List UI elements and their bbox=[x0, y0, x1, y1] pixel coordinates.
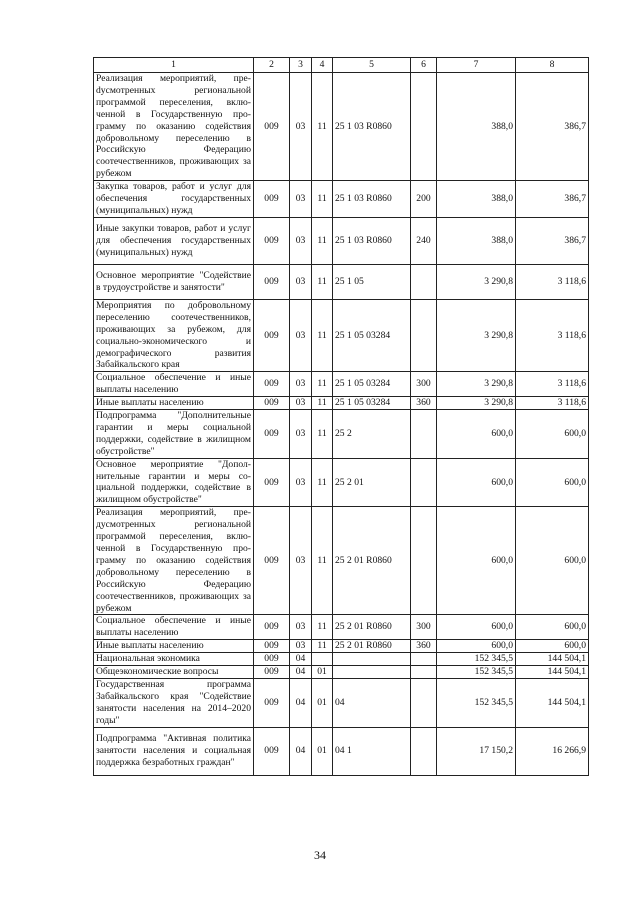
grbs-code-cell: 009 bbox=[254, 264, 290, 299]
grbs-code-cell: 009 bbox=[254, 372, 290, 397]
row-name-cell: Основное мероприятие "Дополнительные гарантии и меры социальной поддержки, содействие в жилищном обустройстве" bbox=[94, 458, 254, 507]
target-article-cell: 04 bbox=[333, 678, 411, 727]
grbs-code-cell: 009 bbox=[254, 653, 290, 666]
grbs-code-cell: 009 bbox=[254, 217, 290, 264]
expense-type-cell bbox=[411, 458, 437, 507]
expense-type-cell: 360 bbox=[411, 397, 437, 410]
executed-amount-cell: 16 266,9 bbox=[516, 727, 589, 775]
section-code-cell: 03 bbox=[290, 640, 312, 653]
document-page bbox=[93, 57, 588, 776]
row-name-cell: Реализация мероприятий, предусмотренных региональной программой переселения, включенной в Государственную программу по оказанию содействия добровольному переселению в Российскую Федерацию соотечественников, проживающих за рубежом bbox=[94, 507, 254, 615]
row-name-cell: Социальное обеспечение и иные выплаты населению bbox=[94, 615, 254, 640]
target-article-cell: 25 1 03 R0860 bbox=[333, 73, 411, 181]
grbs-code-cell: 009 bbox=[254, 458, 290, 507]
page-number: 34 bbox=[314, 848, 326, 862]
grbs-code-cell: 009 bbox=[254, 507, 290, 615]
executed-amount-cell: 600,0 bbox=[516, 458, 589, 507]
row-name-cell: Социальное обеспечение и иные выплаты населению bbox=[94, 372, 254, 397]
approved-amount-cell: 152 345,5 bbox=[437, 653, 516, 666]
row-name-cell: Мероприятия по добровольному переселению соотечественников, проживающих за рубежом, для социально-экономического и демографического развития Забайкальского края bbox=[94, 299, 254, 371]
subsection-code-cell: 11 bbox=[312, 181, 333, 218]
row-name-cell: Иные выплаты населению bbox=[94, 397, 254, 410]
expense-type-cell bbox=[411, 507, 437, 615]
grbs-code-cell: 009 bbox=[254, 678, 290, 727]
section-code-cell: 03 bbox=[290, 73, 312, 181]
subsection-code-cell: 11 bbox=[312, 73, 333, 181]
section-code-cell: 03 bbox=[290, 217, 312, 264]
subsection-code-cell: 11 bbox=[312, 615, 333, 640]
subsection-code-cell: 11 bbox=[312, 372, 333, 397]
row-name-cell: Иные выплаты населению bbox=[94, 640, 254, 653]
approved-amount-cell: 600,0 bbox=[437, 615, 516, 640]
row-name-cell: Национальная экономика bbox=[94, 653, 254, 666]
expense-type-cell bbox=[411, 653, 437, 666]
row-name-cell: Основное мероприятие "Содействие в трудоустройстве и занятости" bbox=[94, 264, 254, 299]
approved-amount-cell: 3 290,8 bbox=[437, 397, 516, 410]
row-name-cell: Государственная программа Забайкальского края "Содействие занятости населения на 2014–2020 годы" bbox=[94, 678, 254, 727]
executed-amount-cell: 144 504,1 bbox=[516, 678, 589, 727]
grbs-code-cell: 009 bbox=[254, 299, 290, 371]
executed-amount-cell: 144 504,1 bbox=[516, 666, 589, 679]
target-article-cell: 25 2 01 R0860 bbox=[333, 615, 411, 640]
subsection-code-cell: 11 bbox=[312, 640, 333, 653]
expense-type-cell bbox=[411, 678, 437, 727]
table-row bbox=[94, 666, 589, 679]
executed-amount-cell: 386,7 bbox=[516, 217, 589, 264]
section-code-cell: 04 bbox=[290, 727, 312, 775]
expense-type-cell: 240 bbox=[411, 217, 437, 264]
expense-type-cell bbox=[411, 727, 437, 775]
executed-amount-cell: 386,7 bbox=[516, 73, 589, 181]
grbs-code-cell: 009 bbox=[254, 73, 290, 181]
executed-amount-cell: 144 504,1 bbox=[516, 653, 589, 666]
subsection-code-cell: 11 bbox=[312, 458, 333, 507]
target-article-cell: 25 2 01 bbox=[333, 458, 411, 507]
subsection-code-cell: 11 bbox=[312, 264, 333, 299]
table-row bbox=[94, 615, 589, 640]
header-cell: 7 bbox=[437, 58, 516, 73]
executed-amount-cell: 386,7 bbox=[516, 181, 589, 218]
executed-amount-cell: 3 118,6 bbox=[516, 372, 589, 397]
row-name-cell: Реализация мероприятий, преdусмотренных региональной программой переселения, включенной в Государственную программу по оказанию содействия добровольному переселению в Российскую Федерацию соотечественников, проживающих за рубежом bbox=[94, 73, 254, 181]
approved-amount-cell: 3 290,8 bbox=[437, 299, 516, 371]
target-article-cell: 25 2 bbox=[333, 410, 411, 459]
executed-amount-cell: 600,0 bbox=[516, 507, 589, 615]
row-name-cell: Иные закупки товаров, работ и услуг для обеспечения государственных (муниципальных) нужд bbox=[94, 217, 254, 264]
header-cell: 1 bbox=[94, 58, 254, 73]
table-row bbox=[94, 727, 589, 775]
section-code-cell: 03 bbox=[290, 615, 312, 640]
section-code-cell: 03 bbox=[290, 181, 312, 218]
table-row bbox=[94, 264, 589, 299]
subsection-code-cell: 01 bbox=[312, 666, 333, 679]
table-row bbox=[94, 458, 589, 507]
executed-amount-cell: 600,0 bbox=[516, 410, 589, 459]
executed-amount-cell: 600,0 bbox=[516, 615, 589, 640]
executed-amount-cell: 600,0 bbox=[516, 640, 589, 653]
header-cell: 3 bbox=[290, 58, 312, 73]
subsection-code-cell: 11 bbox=[312, 217, 333, 264]
approved-amount-cell: 388,0 bbox=[437, 217, 516, 264]
table-row bbox=[94, 640, 589, 653]
table-row bbox=[94, 410, 589, 459]
target-article-cell: 25 1 05 03284 bbox=[333, 372, 411, 397]
budget-table bbox=[93, 57, 589, 776]
header-cell: 4 bbox=[312, 58, 333, 73]
expense-type-cell: 200 bbox=[411, 181, 437, 218]
subsection-code-cell: 11 bbox=[312, 299, 333, 371]
grbs-code-cell: 009 bbox=[254, 666, 290, 679]
table-row bbox=[94, 181, 589, 218]
expense-type-cell bbox=[411, 264, 437, 299]
grbs-code-cell: 009 bbox=[254, 615, 290, 640]
subsection-code-cell bbox=[312, 653, 333, 666]
section-code-cell: 03 bbox=[290, 372, 312, 397]
approved-amount-cell: 3 290,8 bbox=[437, 372, 516, 397]
approved-amount-cell: 152 345,5 bbox=[437, 666, 516, 679]
executed-amount-cell: 3 118,6 bbox=[516, 397, 589, 410]
table-body bbox=[94, 73, 589, 776]
row-name-cell: Общеэкономические вопросы bbox=[94, 666, 254, 679]
subsection-code-cell: 11 bbox=[312, 410, 333, 459]
grbs-code-cell: 009 bbox=[254, 727, 290, 775]
subsection-code-cell: 11 bbox=[312, 397, 333, 410]
subsection-code-cell: 01 bbox=[312, 727, 333, 775]
target-article-cell: 25 1 03 R0860 bbox=[333, 217, 411, 264]
approved-amount-cell: 388,0 bbox=[437, 181, 516, 218]
grbs-code-cell: 009 bbox=[254, 640, 290, 653]
section-code-cell: 03 bbox=[290, 410, 312, 459]
subsection-code-cell: 01 bbox=[312, 678, 333, 727]
approved-amount-cell: 600,0 bbox=[437, 640, 516, 653]
table-row bbox=[94, 299, 589, 371]
expense-type-cell bbox=[411, 73, 437, 181]
section-code-cell: 04 bbox=[290, 678, 312, 727]
expense-type-cell bbox=[411, 299, 437, 371]
section-code-cell: 03 bbox=[290, 458, 312, 507]
table-row bbox=[94, 397, 589, 410]
expense-type-cell bbox=[411, 666, 437, 679]
header-cell: 8 bbox=[516, 58, 589, 73]
expense-type-cell: 300 bbox=[411, 615, 437, 640]
table-row bbox=[94, 217, 589, 264]
table-row bbox=[94, 678, 589, 727]
row-name-cell: Закупка товаров, работ и услуг для обеспечения государственных (муниципальных) нужд bbox=[94, 181, 254, 218]
section-code-cell: 03 bbox=[290, 507, 312, 615]
section-code-cell: 04 bbox=[290, 666, 312, 679]
approved-amount-cell: 600,0 bbox=[437, 410, 516, 459]
approved-amount-cell: 152 345,5 bbox=[437, 678, 516, 727]
table-row bbox=[94, 372, 589, 397]
section-code-cell: 03 bbox=[290, 397, 312, 410]
executed-amount-cell: 3 118,6 bbox=[516, 299, 589, 371]
header-cell: 2 bbox=[254, 58, 290, 73]
target-article-cell: 25 1 05 03284 bbox=[333, 299, 411, 371]
table-row bbox=[94, 73, 589, 181]
table-row bbox=[94, 507, 589, 615]
target-article-cell: 25 1 05 03284 bbox=[333, 397, 411, 410]
grbs-code-cell: 009 bbox=[254, 181, 290, 218]
header-cell: 6 bbox=[411, 58, 437, 73]
expense-type-cell: 300 bbox=[411, 372, 437, 397]
row-name-cell: Подпрограмма "Дополнительные гарантии и меры социальной поддержки, содействие в жилищном обустройстве" bbox=[94, 410, 254, 459]
approved-amount-cell: 388,0 bbox=[437, 73, 516, 181]
target-article-cell: 04 1 bbox=[333, 727, 411, 775]
section-code-cell: 03 bbox=[290, 299, 312, 371]
row-name-cell: Подпрограмма "Активная политика занятости населения и социальная поддержка безработных граждан" bbox=[94, 727, 254, 775]
approved-amount-cell: 600,0 bbox=[437, 458, 516, 507]
header-cell: 5 bbox=[333, 58, 411, 73]
target-article-cell: 25 1 03 R0860 bbox=[333, 181, 411, 218]
target-article-cell: 25 2 01 R0860 bbox=[333, 640, 411, 653]
target-article-cell bbox=[333, 666, 411, 679]
approved-amount-cell: 3 290,8 bbox=[437, 264, 516, 299]
expense-type-cell bbox=[411, 410, 437, 459]
grbs-code-cell: 009 bbox=[254, 410, 290, 459]
grbs-code-cell: 009 bbox=[254, 397, 290, 410]
section-code-cell: 04 bbox=[290, 653, 312, 666]
target-article-cell: 25 2 01 R0860 bbox=[333, 507, 411, 615]
approved-amount-cell: 17 150,2 bbox=[437, 727, 516, 775]
section-code-cell: 03 bbox=[290, 264, 312, 299]
table-row bbox=[94, 653, 589, 666]
expense-type-cell: 360 bbox=[411, 640, 437, 653]
target-article-cell bbox=[333, 653, 411, 666]
target-article-cell: 25 1 05 bbox=[333, 264, 411, 299]
executed-amount-cell: 3 118,6 bbox=[516, 264, 589, 299]
table-header-row bbox=[94, 58, 589, 73]
subsection-code-cell: 11 bbox=[312, 507, 333, 615]
approved-amount-cell: 600,0 bbox=[437, 507, 516, 615]
